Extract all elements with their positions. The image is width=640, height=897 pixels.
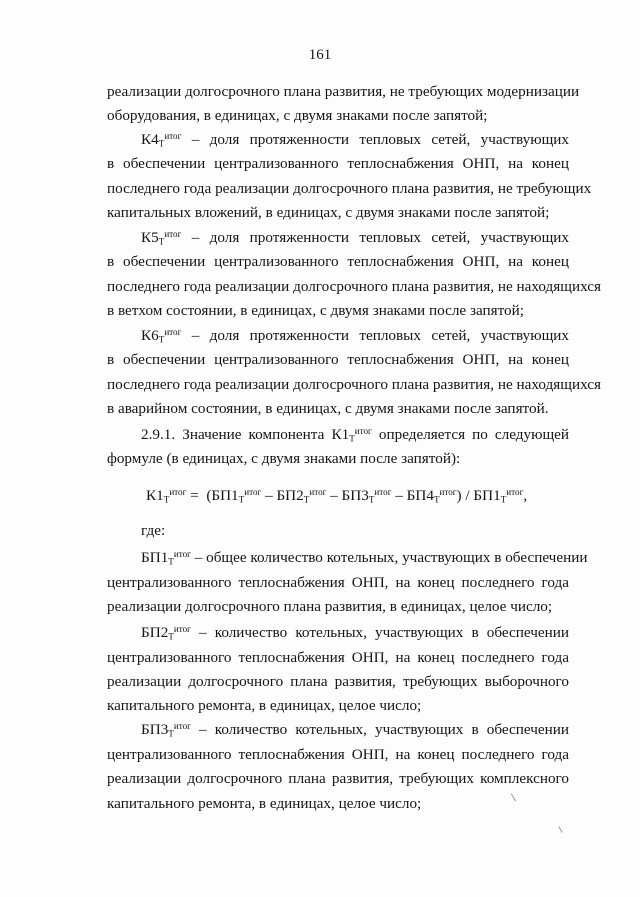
scan-artifact [558,826,562,833]
text-line: реализации долгосрочного плана развития, требующих комплексного [107,770,569,787]
definition-bp1-first-line [141,548,588,567]
section-2-9-1-first-line [141,426,569,444]
definition-bp2-first-line [141,624,569,642]
formula-end: , [523,487,528,504]
subscript: Т [303,494,310,505]
text-line: капитальных вложений, в единицах, с двумя знаками после запятой; [107,204,550,221]
text-line: в обеспечении централизованного теплоснабжения ОНП, на конец [107,155,569,172]
text-fragment: – общее количество котельных, участвующих в обеспечении [194,549,588,566]
text-line: последнего года реализации долгосрочного плана развития, не требующих [107,180,592,197]
formula-lhs: К1 [146,487,164,504]
text-line: оборудования, в единицах, с двумя знаками после запятой; [107,107,488,124]
text-line: в обеспечении централизованного теплоснабжения ОНП, на конец [107,253,569,270]
text-fragment: – доля протяженности тепловых сетей, участвующих [191,229,570,246]
superscript: итог [164,326,182,337]
text-line: в обеспечении централизованного теплоснабжения ОНП, на конец [107,351,569,368]
page-number: 161 [308,47,332,63]
symbol-k1: К1 [331,426,350,443]
text-fragment: – количество котельных, участвующих в обеспечении [199,721,570,738]
subscript: Т [168,556,174,567]
definition-k4-first-line [141,131,569,149]
text-line: формуле (в единицах, с двумя знаками после запятой): [107,450,461,467]
formula-term-bp3: – БП3 [330,487,369,504]
formula-denominator: ) / БП1 [456,487,501,504]
superscript: итог [439,486,457,497]
superscript: итог [354,425,372,436]
subscript: Т [158,236,165,247]
formula [146,487,526,505]
superscript: итог [244,486,262,497]
symbol-bp1: БП1 [141,549,169,566]
symbol-k5: К5 [141,229,159,246]
superscript: итог [309,486,327,497]
subscript: Т [168,631,174,642]
formula-term-bp4: – БП4 [395,487,434,504]
text-line: последнего года реализации долгосрочного плана развития, не находящихся [107,278,601,295]
text-line: реализации долгосрочного плана развития, не требующих модернизации [107,83,580,100]
text-line: централизованного теплоснабжения ОНП, на конец последнего года [107,574,569,591]
text-line: реализации долгосрочного плана развития, требующих выборочного [107,673,569,690]
symbol-k4: К4 [141,131,159,148]
subscript: Т [238,494,245,505]
text-fragment: 2.9.1. Значение компонента [141,426,325,443]
text-line: капитального ремонта, в единицах, целое число; [107,795,422,812]
definition-k5-first-line [141,229,569,247]
symbol-k6: К6 [141,327,159,344]
text-fragment: определяется по следующей [378,426,570,443]
text-line: в ветхом состоянии, в единицах, с двумя знаками после запятой; [107,302,524,319]
superscript: итог [164,228,182,239]
subscript: Т [349,433,355,444]
superscript: итог [506,486,524,497]
symbol-bp3: БП3 [141,721,169,738]
formula-term-bp2: – БП2 [265,487,304,504]
subscript: Т [500,494,507,505]
subscript: Т [158,334,165,345]
text-line: в аварийном состоянии, в единицах, с двумя знаками после запятой. [107,400,549,417]
symbol-bp2: БП2 [141,624,169,641]
subscript: Т [163,494,170,505]
text-line: последнего года реализации долгосрочного плана развития, не находящихся [107,376,601,393]
superscript: итог [173,548,191,559]
superscript: итог [173,623,191,634]
subscript: Т [368,494,375,505]
text-fragment: – количество котельных, участвующих в обеспечении [199,624,570,641]
text-line: реализации долгосрочного плана развития, в единицах, целое число; [107,598,553,615]
where-label: где: [141,522,166,539]
subscript: Т [158,138,165,149]
text-line: централизованного теплоснабжения ОНП, на конец последнего года [107,746,569,763]
formula-term-bp1: (БП1 [206,487,239,504]
definition-k6-first-line [141,327,569,345]
text-line: капитального ремонта, в единицах, целое число; [107,697,422,714]
superscript: итог [374,486,392,497]
text-line: централизованного теплоснабжения ОНП, на конец последнего года [107,649,569,666]
superscript: итог [164,130,182,141]
subscript: Т [433,494,440,505]
text-fragment: – доля протяженности тепловых сетей, участвующих [191,131,570,148]
text-fragment: – доля протяженности тепловых сетей, участвующих [191,327,570,344]
superscript: итог [173,720,191,731]
superscript: итог [169,486,187,497]
subscript: Т [168,728,174,739]
equals-sign: = [190,487,199,504]
definition-bp3-first-line [141,721,569,739]
